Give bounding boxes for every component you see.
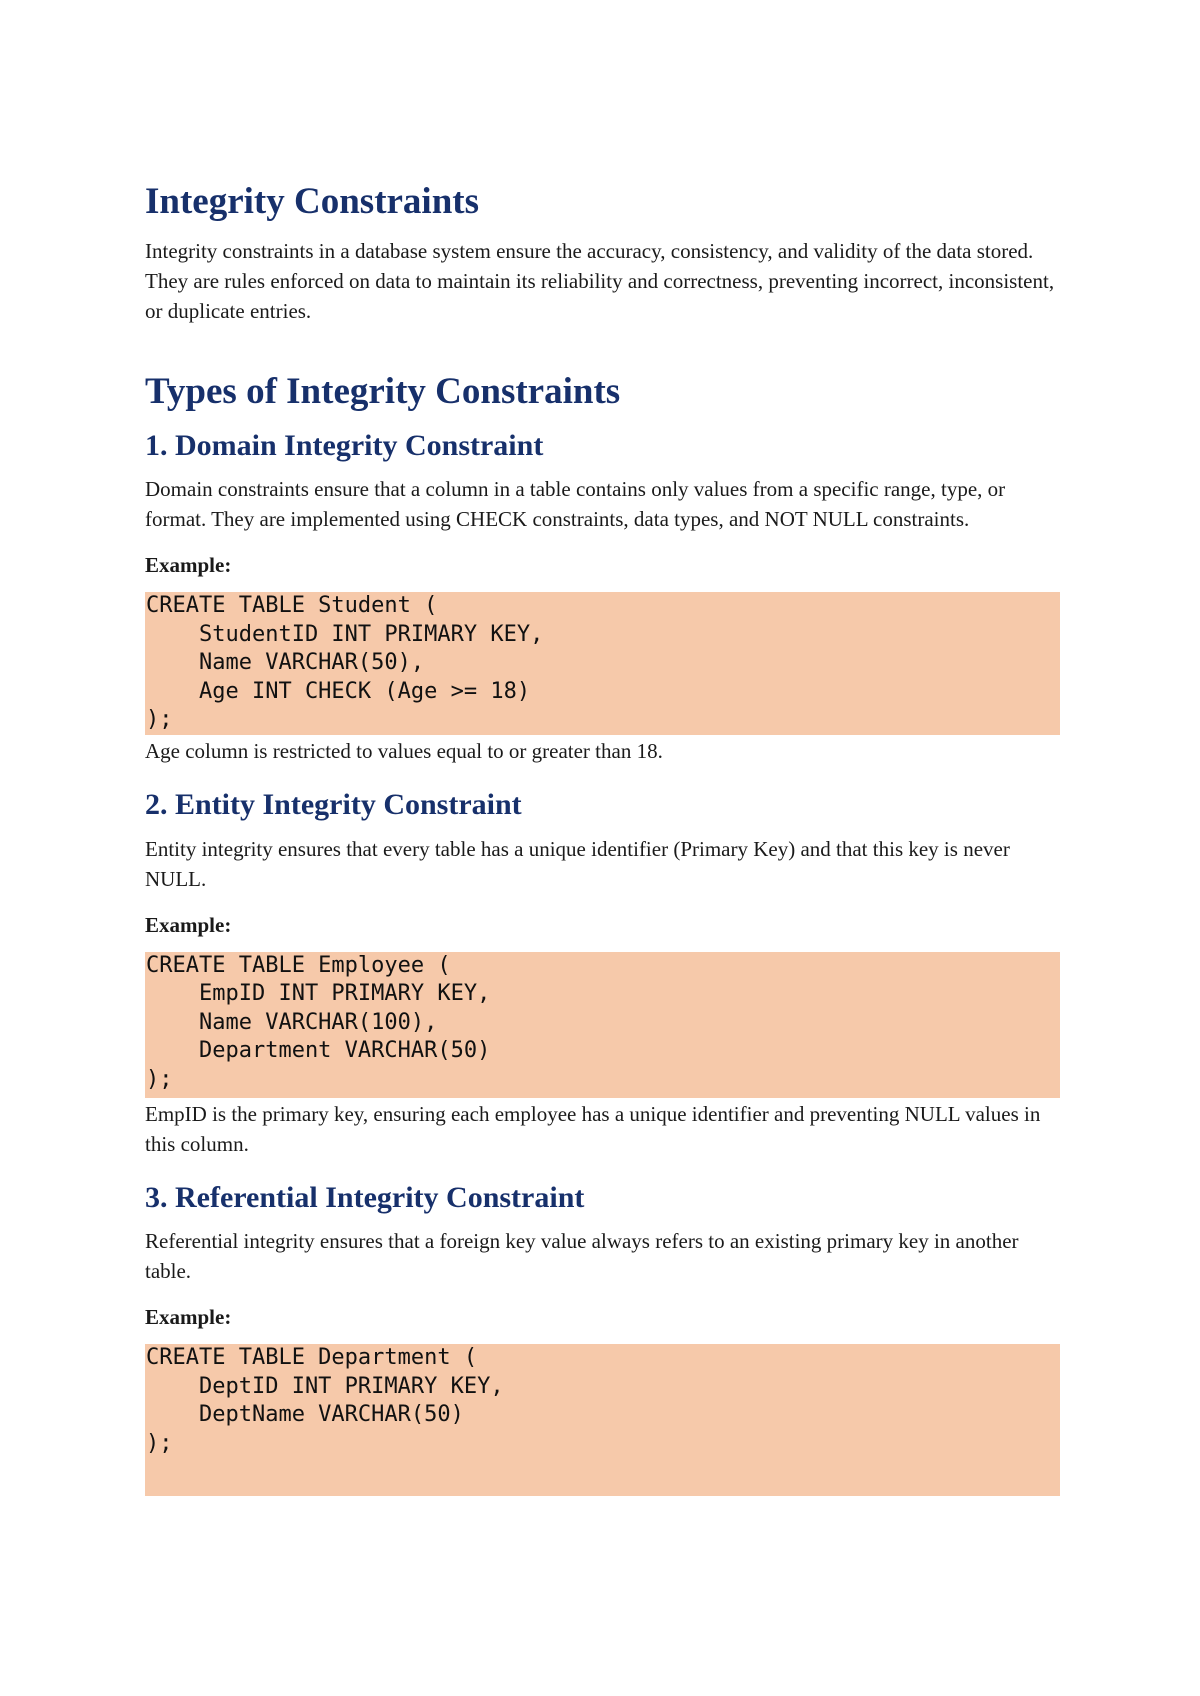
- section-entity-integrity: [145, 786, 1060, 1159]
- example-note: EmpID is the primary key, ensuring each employee has a unique identifier and preventing NULL values in this column.: [145, 1101, 1041, 1156]
- code-block-department: CREATE TABLE Department ( DeptID INT PRIMARY KEY, DeptName VARCHAR(50) );: [145, 1344, 1060, 1496]
- section-heading: 3. Referential Integrity Constraint: [145, 1180, 585, 1214]
- example-label: Example:: [145, 1305, 232, 1330]
- document-page: [145, 180, 1060, 1496]
- page-title: Integrity Constraints: [145, 181, 480, 222]
- section-description: Referential integrity ensures that a foreign key value always refers to an existing primary key in another table.: [145, 1229, 1019, 1284]
- section-domain-integrity: [145, 427, 1060, 767]
- example-label: Example:: [145, 912, 232, 937]
- section-description: Domain constraints ensure that a column in a table contains only values from a specific range, type, or format. They are implemented using CHECK constraints, data types, and NOT NULL constraints.: [145, 477, 1006, 532]
- intro-paragraph: Integrity constraints in a database system ensure the accuracy, consistency, and validity of the data stored. They are rules enforced on data to maintain its reliability and correctness, preventing incorrect, inconsistent, or duplicate entries.: [145, 239, 1055, 324]
- code-block-employee: CREATE TABLE Employee ( EmpID INT PRIMARY KEY, Name VARCHAR(100), Department VARCHAR(50) );: [145, 952, 1060, 1098]
- example-label: Example:: [145, 553, 232, 578]
- example-note: Age column is restricted to values equal to or greater than 18.: [145, 739, 663, 764]
- types-heading: Types of Integrity Constraints: [145, 371, 621, 413]
- code-block-student: CREATE TABLE Student ( StudentID INT PRIMARY KEY, Name VARCHAR(50), Age INT CHECK (Age >= 18) );: [145, 592, 1060, 735]
- section-heading: 2. Entity Integrity Constraint: [145, 788, 522, 822]
- section-description: Entity integrity ensures that every table has a unique identifier (Primary Key) and that this key is never NULL.: [145, 836, 1010, 891]
- section-heading: 1. Domain Integrity Constraint: [145, 428, 544, 462]
- section-referential-integrity: [145, 1179, 1060, 1497]
